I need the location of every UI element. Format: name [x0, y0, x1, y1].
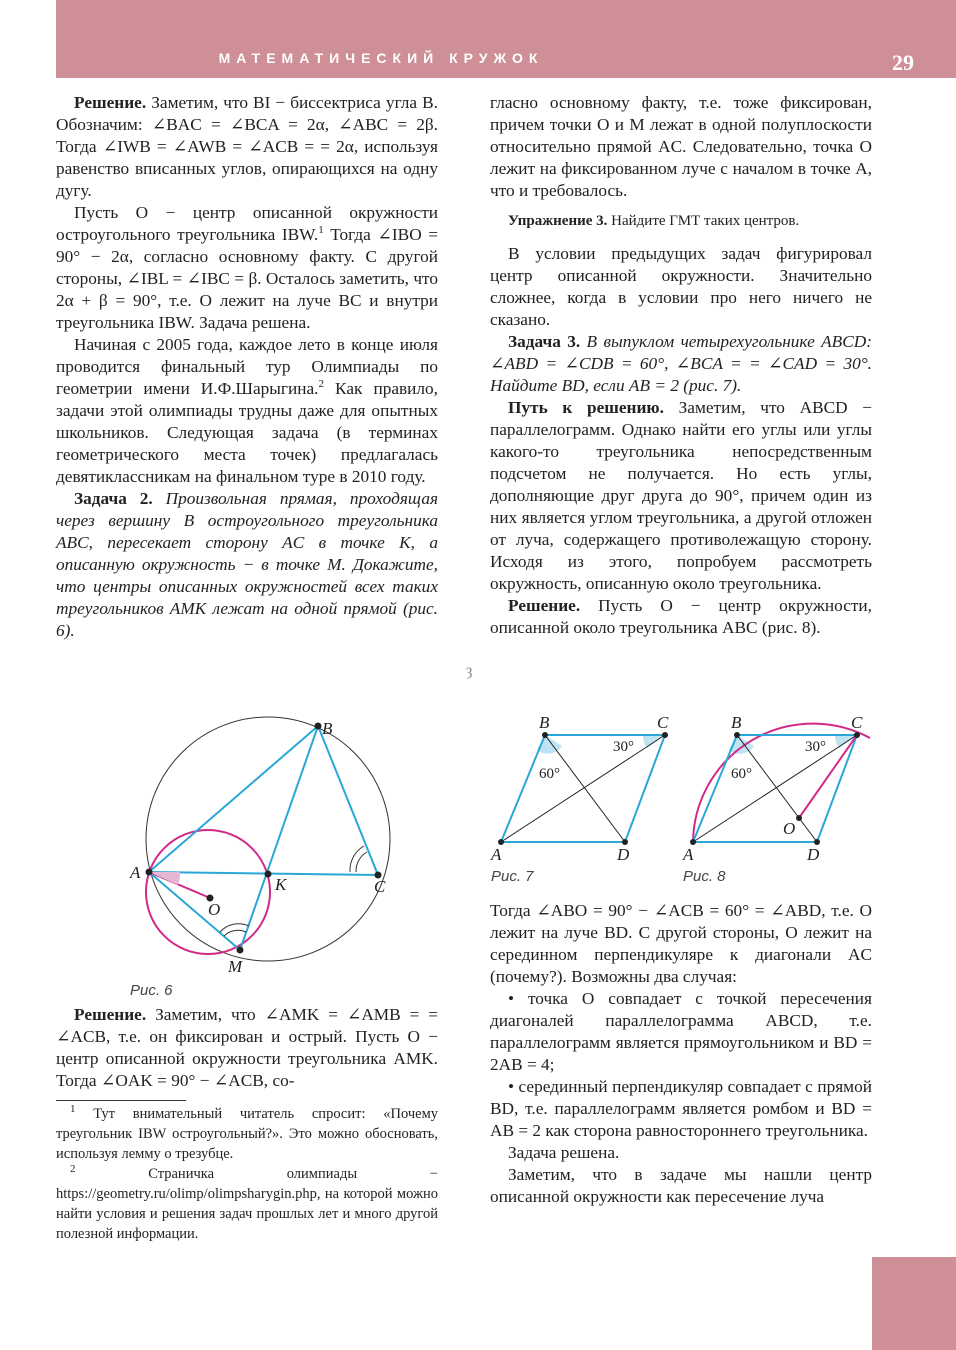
point-a [146, 869, 153, 876]
circumcircle [146, 717, 390, 961]
angle-30-label: 30° [613, 739, 634, 755]
text: • точка O совпадает с точкой пересечения диагоналей параллелограмма ABCD, т.е. параллелограмм является прямоугольником и BD = 2AB = 4; [490, 989, 872, 1074]
page-number: 29 [892, 50, 914, 75]
text: Найдите ГМТ таких центров. [607, 213, 800, 229]
angle-30-label: 30° [805, 739, 826, 755]
paragraph [56, 1004, 438, 1092]
label-o: O [783, 819, 796, 838]
label-c: C [657, 713, 669, 732]
paragraph [490, 595, 872, 639]
text: • серединный перпендикуляр совпадает с прямой BD, т.е. параллелограмм является ромбом и BD = AB = 2 как сторона равностороннего треугольника. [490, 1077, 872, 1140]
exercise-3 [490, 212, 872, 231]
footnote-2 [56, 1164, 438, 1244]
bold-lead: Упражнение 3. [508, 213, 608, 229]
line-bc [318, 726, 378, 875]
angle-60-label: 60° [539, 766, 560, 782]
label-k: K [275, 875, 287, 894]
text: Заметим, что в задаче мы нашли центр описанной окружности как пересечение луча [490, 1165, 872, 1206]
angle-m [224, 930, 246, 936]
point-m [237, 947, 244, 954]
paragraph [490, 243, 872, 331]
task-3 [490, 331, 872, 397]
diagonal-ac [501, 735, 665, 842]
text: В выпуклом четырехугольнике ABCD: ∠ABD = ∠CDB = 60°, ∠BCA = = ∠CAD = 30°. Найдите BD, если AB = 2 (рис. 7). [490, 332, 872, 395]
corner-tab [872, 1257, 956, 1350]
paragraph [490, 92, 872, 202]
angle-60-label: 60° [731, 766, 752, 782]
right-column [490, 92, 872, 639]
angle-c [356, 852, 367, 872]
label-o: O [208, 900, 221, 919]
footnote-number: 2 [70, 1163, 76, 1176]
label-c: C [374, 877, 386, 896]
label-c: C [851, 713, 863, 732]
line-am [149, 872, 240, 950]
text: Пусть O − центр окружности, описанной около треугольника ABC (рис. 8). [490, 596, 872, 637]
figures-7-8 [485, 710, 875, 890]
text: В условии предыдущих задач фигурировал центр описанной окружности. Значительно сложнее, когда в условии про него ничего не сказано. [490, 244, 872, 329]
label-b: B [539, 713, 550, 732]
bold-lead: Решение. [74, 93, 147, 112]
margin-mark-icon: ȝ [466, 662, 473, 679]
footnotes [56, 1104, 438, 1244]
paragraph [490, 1142, 872, 1164]
text: Задача решена. [508, 1143, 620, 1162]
left-solution [56, 1004, 438, 1092]
text: Пусть O − центр описанной окружности остроугольного треугольника IBW. [56, 203, 438, 244]
left-column [56, 92, 438, 642]
figure-6 [120, 712, 440, 1002]
figure-caption: Рис. 7 [491, 868, 534, 885]
footnote-ref[interactable]: 2 [318, 378, 324, 391]
paragraph [490, 1164, 872, 1208]
running-title: МАТЕМАТИЧЕСКИЙ КРУЖОК [218, 50, 544, 66]
point-k [265, 871, 272, 878]
line-ac [149, 872, 378, 875]
point-c [854, 732, 860, 738]
text: Как правило, задачи этой олимпиады трудны даже для опытных школьников. Следующая задача (в терминах геометрического места точек) предлагалась девятиклассникам на финальном туре в 2010 году. [56, 379, 439, 486]
text: гласно основному факту, т.е. тоже фиксирован, причем точки O и M лежат в одной полуплоскости относительно прямой AC. Следовательно, точка O лежит на фиксированном луче с началом в точке A, что и требовалось. [490, 93, 872, 200]
angle-oak [149, 872, 180, 885]
figure-8 [682, 713, 870, 885]
point-b [315, 723, 322, 730]
bullet-2 [490, 1076, 872, 1142]
label-m: M [228, 957, 243, 976]
bold-lead: Решение. [74, 1005, 147, 1024]
diagonal-ac [693, 735, 857, 842]
figure-caption: Рис. 8 [683, 868, 726, 885]
bullet-1 [490, 988, 872, 1076]
text: Тогда ∠IBO = 90° − 2α, согласно основному факту. С другой стороны, ∠IBL = ∠IBC = β. Осталось заметить, что 2α + β = 90°, т.е. O лежит на луче BC и внутри треугольника IBW. Задача решена. [56, 225, 438, 332]
paragraph [56, 202, 438, 334]
page-header [56, 0, 956, 78]
paragraph [490, 900, 872, 988]
paragraph [490, 397, 872, 595]
text: Страничка олимпиады − https://geometry.ru/olimp/olimpsharygin.php, на которой можно найти условия и решения задач прошлых лет и много другой полезной информации. [56, 1166, 438, 1242]
task-2 [56, 488, 438, 642]
label-b: B [731, 713, 742, 732]
label-d: D [807, 845, 820, 864]
footnote-1 [56, 1104, 438, 1164]
circle-amk [146, 830, 270, 954]
label-a: A [491, 845, 502, 864]
point-b [734, 732, 740, 738]
paragraph [56, 334, 438, 488]
footnote-ref[interactable]: 1 [318, 224, 324, 237]
angle-c-arc [350, 846, 364, 872]
label-b: B [322, 719, 333, 738]
footnote-rule [56, 1100, 186, 1101]
point-c [662, 732, 668, 738]
text: Начиная с 2005 года, каждое лето в конце июля проводится финальный тур Олимпиады по геометрии имени И.Ф.Шарыгина. [56, 335, 438, 398]
text: Тогда ∠ABO = 90° − ∠ACB = 60° = ∠ABD, т.е. O лежит на луче BD. С другой стороны, O лежит на серединном перпендикуляре к диагонали AC (почему?). Возможны два случая: [490, 901, 872, 986]
paragraph [56, 92, 438, 202]
figure-caption: Рис. 6 [130, 982, 173, 999]
text: Произвольная прямая, проходящая через вершину B остроугольного треугольника ABC, пересекает сторону AC в точке K, а описанную окружность − в точке M. Докажите, что центры описанных окружностей всех таких треугольников AMK лежат на одной прямой (рис. 6). [56, 489, 438, 640]
text: Заметим, что ABCD − параллелограмм. Однако найти его углы или углы какого-то треугольника непосредственным подсчетом не получается. Но есть углы, дополняющие друг друга до 90°, причем один из них является углом треугольника, а другой отложен от луча, содержащего противолежащую сторону. Исходя из этого, попробуем рассмотреть окружность, описанную около треугольника. [490, 398, 872, 593]
point-o [796, 815, 802, 821]
bold-lead: Решение. [508, 596, 581, 615]
right-lower [490, 900, 872, 1208]
label-a: A [130, 863, 141, 882]
footnote-number: 1 [70, 1103, 76, 1116]
text: Заметим, что BI − биссектриса угла B. Обозначим: ∠BAC = ∠BCA = 2α, ∠ABC = 2β. Тогда ∠IWB = ∠AWB = ∠ACB = = 2α, используя равенство вписанных углов, опирающихся на одну дугу. [56, 93, 438, 200]
point-b [542, 732, 548, 738]
text: Заметим, что ∠AMK = ∠AMB = = ∠ACB, т.е. он фиксирован и острый. Пусть O − центр описанной окружности треугольника AMK. Тогда ∠OAK = 90° − ∠ACB, со- [56, 1005, 438, 1090]
bold-lead: Задача 2. [74, 489, 153, 508]
text: Тут внимательный читатель спросит: «Почему треугольник IBW остроугольный?». Это можно обосновать, используя лемму о трезубце. [56, 1106, 438, 1162]
label-a: A [683, 845, 694, 864]
bold-lead: Путь к решению. [508, 398, 664, 417]
figure-7 [490, 713, 669, 885]
bold-lead: Задача 3. [508, 332, 581, 351]
label-d: D [617, 845, 630, 864]
